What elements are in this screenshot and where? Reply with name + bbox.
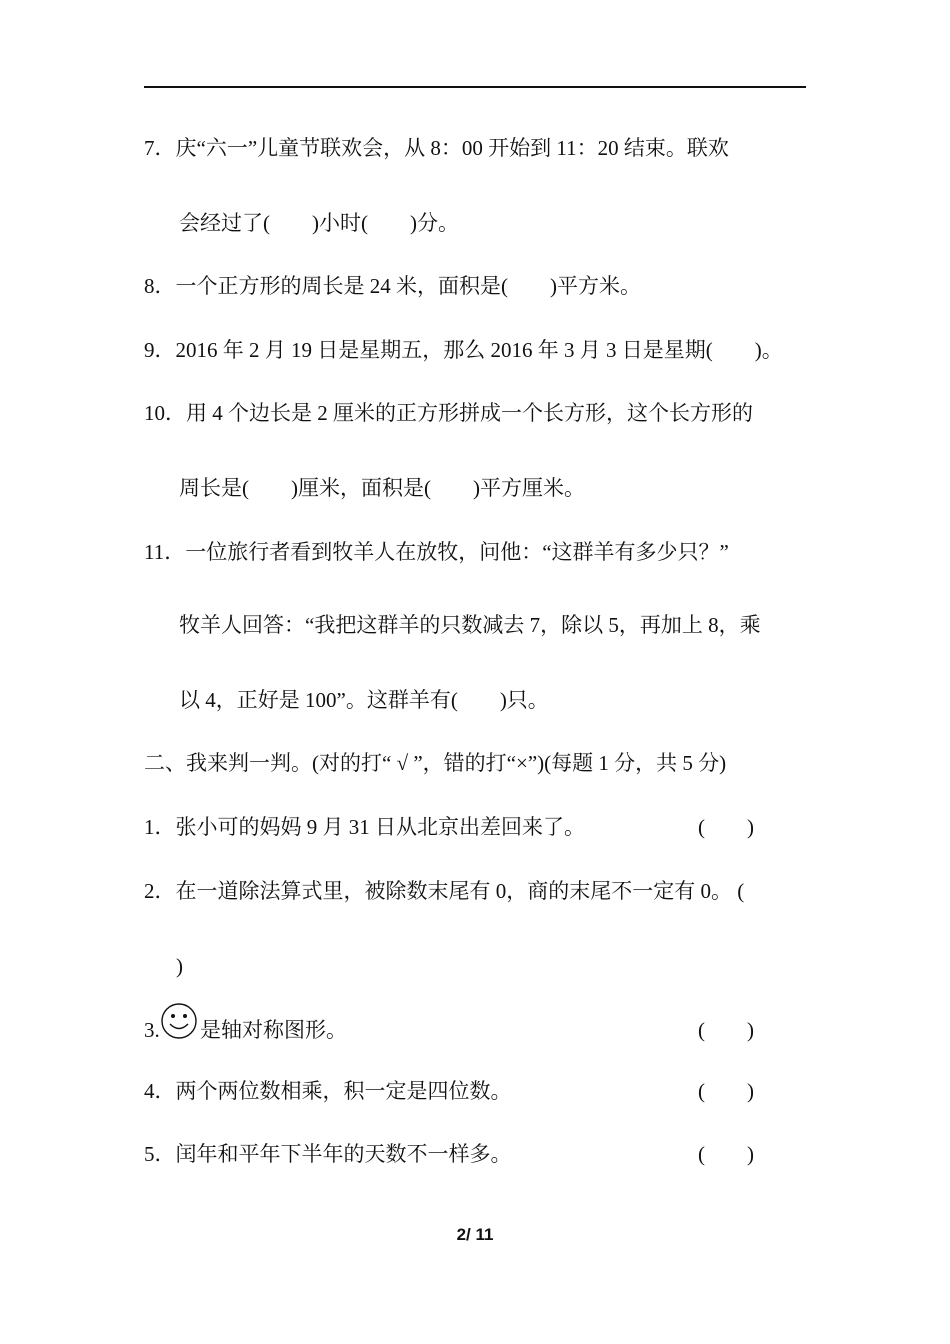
- judge-item-3: 是轴对称图形。: [200, 1018, 347, 1042]
- judge-item-3-prefix: 3.: [144, 1018, 160, 1042]
- q8-line: 8．一个正方形的周长是 24 米，面积是( )平方米。: [144, 274, 641, 298]
- page-number: 2/ 11: [456, 1225, 494, 1244]
- judge-item-3-paren: ( ): [698, 1018, 754, 1042]
- judge-item-1: 1．张小可的妈妈 9 月 31 日从北京出差回来了。: [144, 815, 585, 839]
- judge-item-4: 4．两个两位数相乘，积一定是四位数。: [144, 1079, 512, 1103]
- q11-line2: 牧羊人回答：“我把这群羊的只数减去 7，除以 5，再加上 8，乘: [179, 613, 761, 637]
- judge-item-4-paren: ( ): [698, 1079, 754, 1103]
- q10-line2: 周长是( )厘米，面积是( )平方厘米。: [179, 476, 585, 500]
- judge-item-5-paren: ( ): [698, 1142, 754, 1166]
- q11-line3: 以 4，正好是 100”。这群羊有( )只。: [179, 688, 549, 712]
- q7-line1: 7．庆“六一”儿童节联欢会，从 8：00 开始到 11：20 结束。联欢: [144, 136, 729, 160]
- judge-item-2: 2．在一道除法算式里，被除数末尾有 0，商的末尾不一定有 0。 (: [144, 879, 745, 903]
- section2-heading: 二、我来判一判。(对的打“ √ ”，错的打“×”)(每题 1 分，共 5 分): [144, 751, 727, 775]
- q7-line2: 会经过了( )小时( )分。: [179, 211, 459, 235]
- judge-item-1-paren: ( ): [698, 815, 754, 839]
- q11-line1: 11．一位旅行者看到牧羊人在放牧，问他：“这群羊有多少只？”: [144, 540, 729, 564]
- judge-item-5: 5．闰年和平年下半年的天数不一样多。: [144, 1142, 512, 1166]
- q9-line: 9．2016 年 2 月 19 日是星期五，那么 2016 年 3 月 3 日是星期( )。: [144, 338, 783, 362]
- q10-line1: 10．用 4 个边长是 2 厘米的正方形拼成一个长方形，这个长方形的: [144, 401, 753, 425]
- smiley-face-icon: [160, 1002, 198, 1040]
- judge-item-2-cont: ): [176, 954, 183, 978]
- header-rule: [144, 86, 806, 88]
